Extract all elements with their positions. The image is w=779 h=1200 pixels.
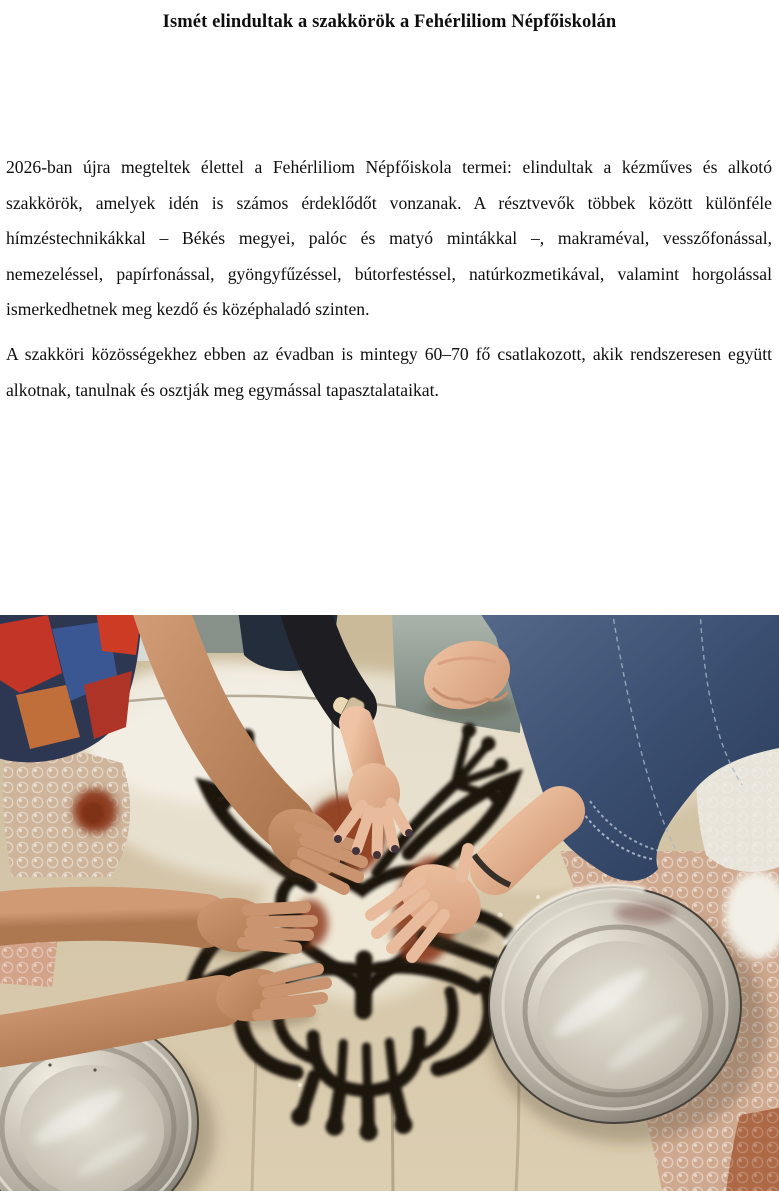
article-photo — [0, 615, 779, 1191]
article-paragraph-2: A szakköri közösségekhez ebben az évadban is mintegy 60–70 fő csatlakozott, akik rendszeresen együtt alkotnak, tanulnak és osztják meg egymással tapasztalataikat. — [6, 344, 772, 400]
rust-wool-tuft — [73, 789, 117, 833]
article-title: Ismét elindultak a szakkörök a Fehérliliom Népfőiskolán — [162, 12, 617, 32]
craft-photo-illustration — [0, 615, 779, 1191]
article-paragraph-1: 2026-ban újra megteltek élettel a Fehérliliom Népfőiskola termei: elindultak a kézműves és alkotó szakkörök, amelyek idén is számos érdeklődőt vonzanak. A résztvevők többek között különféle hímzéstechnikákkal – Békés megyei, palóc és matyó mintákkal –, makraméval, vesszőfonással, nemezeléssel, papírfonással, gyöngyfűzéssel, bútorfestéssel, natúrkozmetikával, valamint horgolással ismerkedhetnek meg kezdő és középhaladó szinten. — [6, 157, 772, 319]
